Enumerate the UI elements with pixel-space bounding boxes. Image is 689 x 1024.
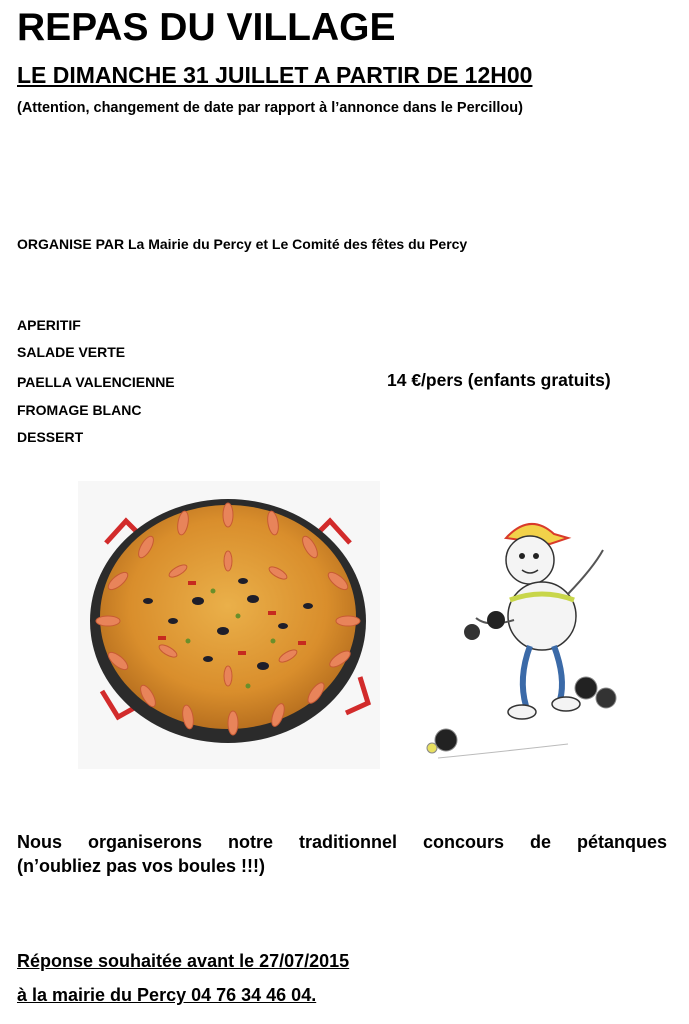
organizer-line [17, 236, 467, 252]
contest-announcement [17, 830, 667, 878]
menu-item: DESSERT [17, 429, 84, 445]
menu-item: FROMAGE BLANC [17, 402, 142, 418]
paella-image [78, 481, 380, 769]
organizer-label: ORGANISE PAR [17, 236, 125, 252]
menu-item: PAELLA VALENCIENNE [17, 374, 175, 390]
event-date: LE DIMANCHE 31 JUILLET A PARTIR DE 12H00 [17, 62, 533, 88]
organizer-text: La Mairie du Percy et Le Comité des fêtes du Percy [124, 236, 468, 252]
menu-item: APERITIF [17, 317, 81, 333]
contest-line: Nous organiserons notre traditionnel concours de pétanques [17, 832, 667, 852]
page-title: REPAS DU VILLAGE [17, 6, 396, 49]
price-label: 14 €/pers (enfants gratuits) [387, 370, 611, 390]
petanque-player-illustration [418, 508, 630, 768]
contest-line: (n’oubliez pas vos boules !!!) [17, 856, 266, 876]
rsvp-deadline: Réponse souhaitée avant le 27/07/2015 [17, 951, 350, 971]
rsvp-contact: à la mairie du Percy 04 76 34 46 04. [17, 985, 317, 1005]
menu-item: SALADE VERTE [17, 344, 126, 360]
date-change-notice: (Attention, changement de date par rapport à l’annonce dans le Percillou) [17, 100, 523, 116]
